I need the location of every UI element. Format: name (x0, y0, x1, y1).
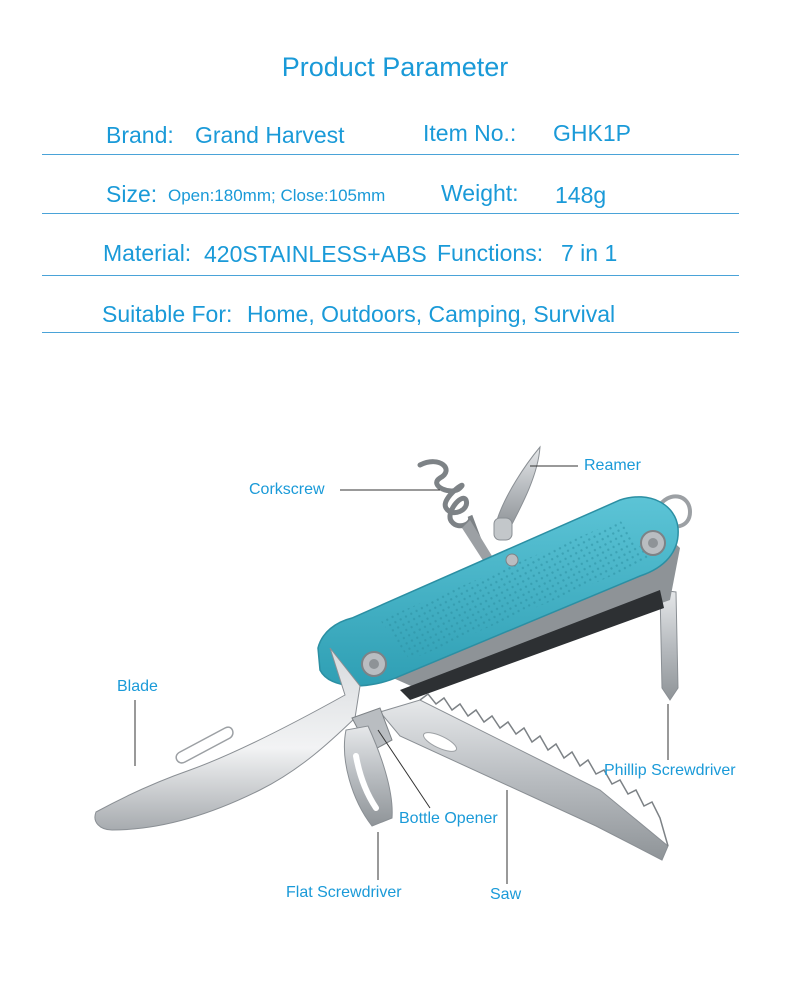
functions-value: 7 in 1 (561, 240, 618, 266)
size-label: Size: (106, 181, 158, 207)
suitable-label: Suitable For: (102, 301, 233, 327)
label-phillip-screwdriver: Phillip Screwdriver (604, 762, 736, 779)
label-saw: Saw (490, 886, 522, 903)
material-label: Material: (103, 240, 192, 266)
reamer (494, 447, 540, 540)
label-reamer: Reamer (584, 457, 641, 474)
corkscrew (420, 462, 492, 562)
label-corkscrew: Corkscrew (249, 481, 325, 498)
label-flat-screwdriver: Flat Screwdriver (286, 884, 402, 901)
material-value: 420STAINLESS+ABS (204, 241, 427, 267)
size-value: Open:180mm; Close:105mm (168, 186, 386, 205)
label-blade: Blade (117, 678, 158, 695)
brand-label: Brand: (106, 122, 174, 148)
item-value: GHK1P (553, 120, 631, 146)
page-title: Product Parameter (281, 52, 509, 82)
functions-label: Functions: (437, 240, 544, 266)
label-bottle-opener: Bottle Opener (399, 810, 498, 827)
brand-value: Grand Harvest (195, 122, 345, 148)
weight-label: Weight: (441, 180, 519, 206)
item-label: Item No.: (423, 120, 517, 146)
suitable-value: Home, Outdoors, Camping, Survival (247, 301, 616, 327)
weight-value: 148g (555, 182, 607, 208)
